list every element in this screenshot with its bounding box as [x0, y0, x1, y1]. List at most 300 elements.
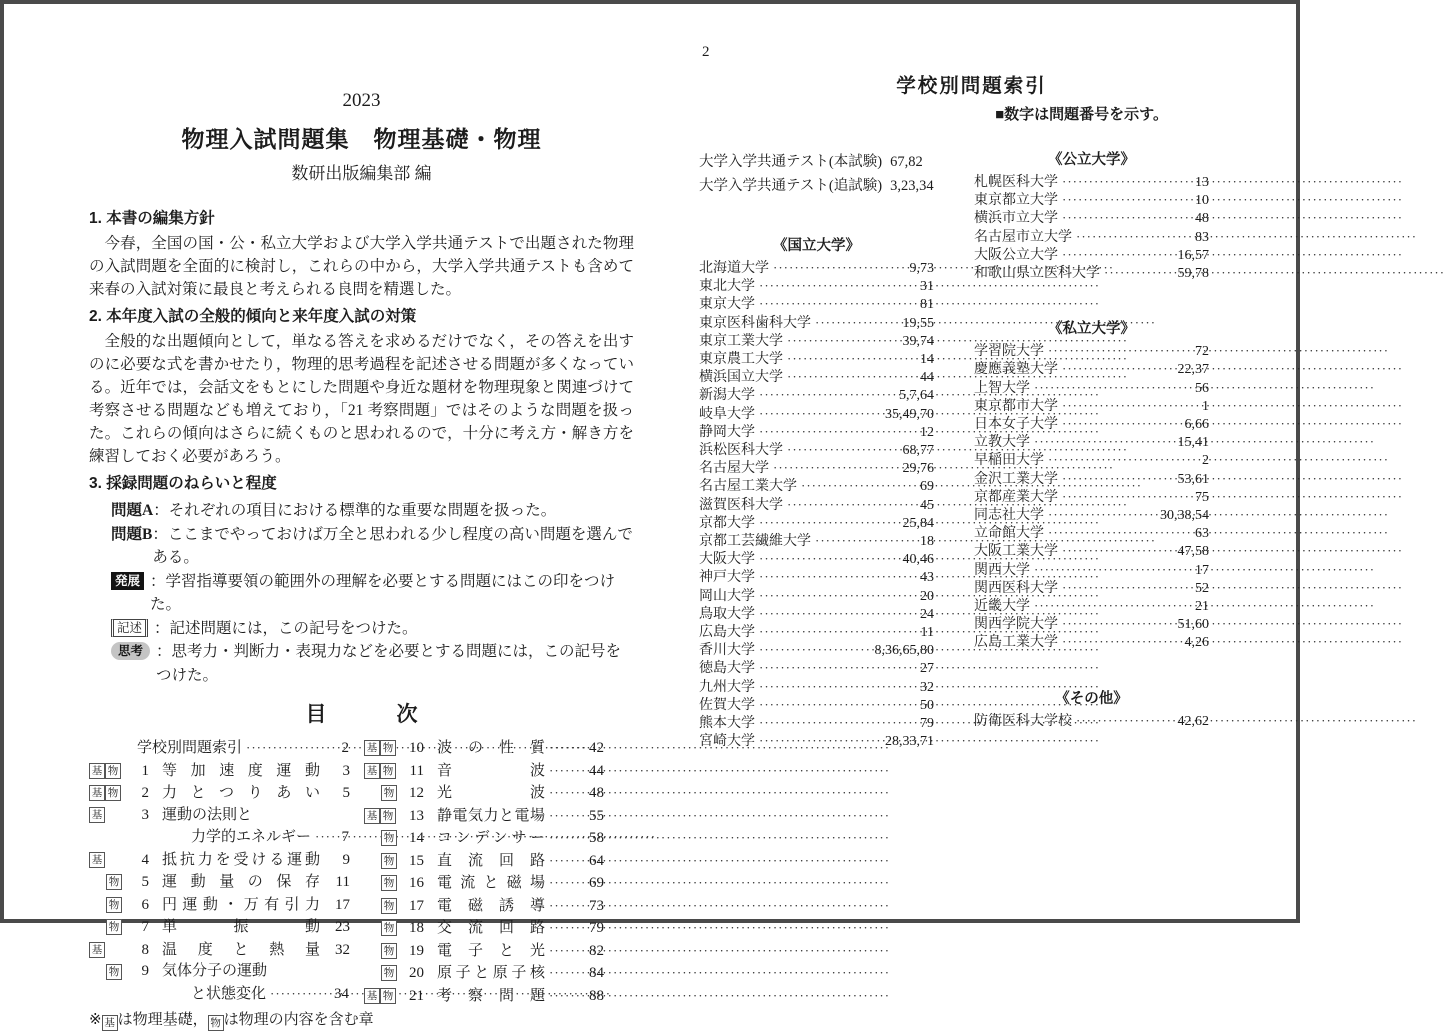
- chapter-page-number: 34: [334, 985, 349, 1002]
- dotted-leader: [549, 760, 578, 783]
- chapter-page-number: 48: [589, 785, 604, 801]
- chapter-page-number: 84: [589, 965, 604, 981]
- physics-basic-badge-slot: 基: [364, 763, 380, 779]
- chapter-number: 15: [409, 852, 424, 869]
- toc-row: [364, 872, 604, 895]
- toc-row: [364, 940, 604, 963]
- toc-row: [89, 916, 349, 939]
- dotted-leader: [759, 295, 916, 313]
- physics-badge-slot: 物: [105, 763, 121, 779]
- school-name: 和歌山県立医科大学: [974, 266, 1100, 282]
- toc-badge-slots: [364, 920, 400, 936]
- dotted-leader: [759, 568, 916, 586]
- dotted-leader: [246, 737, 323, 760]
- school-name: 北海道大学: [699, 261, 769, 276]
- toc-badge-slots: [89, 785, 125, 801]
- school-name: 関西大学: [974, 562, 1030, 578]
- toc-badge-slots: [364, 830, 400, 846]
- toc-row: [364, 805, 604, 828]
- chapter-page-number: 79: [589, 920, 604, 936]
- problem-numbers: 14: [920, 352, 934, 368]
- problem-numbers: 6,66: [1184, 417, 1209, 433]
- problem-numbers: 28,33,71: [885, 734, 934, 750]
- kijutsu-badge: 記述: [111, 619, 148, 637]
- school-name: 東京医科歯科大学: [699, 315, 811, 331]
- problem-numbers: 2: [1202, 453, 1209, 469]
- chapter-title: 波の性質: [437, 740, 545, 756]
- toc-badge-slots: [89, 763, 125, 779]
- chapter-number: 9: [141, 963, 149, 979]
- chapter-page-number: 73: [589, 897, 604, 914]
- dotted-leader: [549, 827, 578, 850]
- school-name: 慶應義塾大学: [974, 362, 1058, 378]
- physics-basic-badge-slot: [364, 943, 381, 959]
- toc-badge-slots: [89, 964, 125, 980]
- school-name: 静岡大学: [699, 424, 755, 440]
- editor-credit: 数研出版編集部 編: [291, 164, 432, 183]
- chapter-title: 抵抗力を受ける運動: [162, 851, 320, 868]
- legend-label: 問題A: [111, 502, 154, 519]
- chapter-title: 気体分子の運動: [162, 963, 268, 979]
- physics-basic-badge-slot: [364, 853, 381, 869]
- chapter-number: 20: [409, 965, 424, 981]
- university-row: [699, 568, 934, 586]
- section-heading-1: 1. 本書の編集方針: [89, 210, 215, 227]
- index-heading: 学校別問題索引: [896, 75, 1047, 97]
- dotted-leader: [773, 459, 899, 477]
- problem-numbers: 52: [1195, 580, 1209, 596]
- problem-numbers: 15,41: [1177, 435, 1209, 451]
- problem-numbers: 35,49,70: [885, 406, 934, 422]
- chapter-page-number: 7: [341, 829, 349, 845]
- dotted-leader: [1034, 433, 1174, 451]
- section-body-1: 今春，全国の国・公・私立大学および大学入学共通テストで出題された物理の入試問題を全面的に検討し，これらの中から，大学入学共通テストも含めて来春の入試対策に最良と考えられる良問を精選した。: [89, 235, 634, 298]
- school-name: 京都大学: [699, 515, 755, 531]
- chapter-number: 13: [409, 807, 424, 824]
- section-body-2: 全般的な出題傾向として，単なる答えを求めるだけでなく，その答えを出すのに必要な式を書かせたり，物理的思考過程を記述させる問題が多くなっている。近年では，会話文をもとにした問題や身近な題材を物理現象と関連づけて考察させる問題なども増えており，「21 考察問題」ではそのような問題を扱った。これらの傾向はさらに続くものと思われるので，十分に考え方・解き方を練習しておく必要があろう。: [89, 333, 634, 465]
- footnote-text-2: は物理の内容を含む章: [223, 1012, 374, 1028]
- chapter-title: 円運動・万有引力: [162, 896, 320, 913]
- chapter-number: 6: [141, 896, 149, 913]
- toc-heading-char-2: 次: [396, 703, 418, 726]
- problem-numbers: 72: [1195, 344, 1209, 360]
- problem-numbers: 47,58: [1177, 544, 1209, 560]
- dotted-leader: [801, 477, 916, 495]
- toc-row: [89, 782, 349, 805]
- problem-numbers: 31: [920, 279, 934, 295]
- dotted-leader: [759, 514, 899, 532]
- footnote-text-1: は物理基礎，: [117, 1012, 208, 1028]
- chapter-title: 電磁誘導: [437, 897, 545, 914]
- dotted-leader: [1062, 470, 1174, 488]
- university-row: [699, 368, 934, 386]
- physics-badge-slot: [105, 807, 122, 823]
- chapter-title: 音波: [437, 762, 545, 779]
- university-row: [974, 360, 1209, 378]
- school-name: 神戸大学: [699, 570, 755, 586]
- dotted-leader: [1048, 506, 1156, 524]
- right-page: [699, 4, 1244, 750]
- toc-row: [364, 895, 604, 918]
- problem-numbers: 18: [920, 534, 934, 550]
- school-name: 同志社大学: [974, 508, 1044, 524]
- physics-badge-slot: 物: [381, 785, 397, 801]
- school-name: 宮崎大学: [699, 734, 755, 750]
- physics-badge-slot: [105, 942, 122, 958]
- chapter-page-number: 64: [589, 852, 604, 869]
- university-row: [699, 459, 934, 477]
- school-name: 早稲田大学: [974, 453, 1044, 469]
- school-name: 横浜国立大学: [699, 370, 783, 386]
- toc-column-left: [89, 737, 349, 1007]
- school-name: 日本女子大学: [974, 417, 1058, 433]
- school-name: 滋賀医科大学: [699, 497, 783, 513]
- toc-row: [89, 826, 349, 849]
- dotted-leader: [1076, 712, 1174, 730]
- chapter-page-number: 2: [341, 740, 349, 756]
- university-row: [699, 587, 934, 605]
- school-name: 徳島大学: [699, 661, 755, 677]
- physics-basic-badge-slot: 基: [89, 763, 105, 779]
- problem-numbers: 63: [1195, 526, 1209, 542]
- physics-basic-badge-slot: 基: [89, 785, 105, 801]
- physics-badge-slot: 物: [381, 875, 397, 891]
- legend-text: ：学習指導要領の範囲外の理解を必要とする問題にはこの印をつけた。: [150, 572, 616, 613]
- toc-row: [364, 737, 604, 760]
- chapter-number: 14: [409, 830, 424, 846]
- toc-row: [364, 985, 604, 1008]
- dotted-leader: [787, 332, 899, 350]
- physics-badge-slot: 物: [380, 740, 396, 756]
- school-name: 上智大学: [974, 380, 1030, 396]
- section-heading-2: 2. 本年度入試の全般的傾向と来年度入試の対策: [89, 308, 417, 325]
- school-name: 岡山大学: [699, 588, 755, 604]
- university-row: [974, 470, 1209, 488]
- chapter-page-number: 32: [335, 941, 350, 958]
- problem-numbers: 40,46: [902, 552, 934, 568]
- dotted-leader: [759, 732, 881, 750]
- section-heading-3: 3. 採録問題のねらいと程度: [89, 475, 277, 492]
- dotted-leader: [759, 605, 916, 623]
- dotted-leader: [1048, 342, 1191, 360]
- problem-numbers: 50: [920, 697, 934, 713]
- physics-badge-slot: 物: [381, 853, 397, 869]
- dotted-leader: [1034, 561, 1191, 579]
- university-group-heading: 《私立大学》: [1048, 321, 1135, 338]
- toc-badge-slots: [364, 965, 400, 981]
- dotted-leader: [549, 805, 578, 828]
- school-name: 学習院大学: [974, 344, 1044, 360]
- toc-continuation-title: と状態変化: [191, 985, 267, 1002]
- toc-row: [89, 894, 349, 917]
- toc-column-right: [364, 737, 604, 1007]
- physics-basic-badge-slot: [89, 919, 106, 935]
- school-name: 京都産業大学: [974, 489, 1058, 505]
- university-row: [699, 386, 934, 404]
- legend-text: ：ここまでやっておけば万全と思われる少し程度の高い問題を選んである。: [152, 525, 633, 566]
- school-name: 関西医科大学: [974, 580, 1058, 596]
- university-row: [974, 397, 1209, 415]
- chapter-number: 17: [409, 897, 424, 914]
- dotted-leader: [759, 386, 895, 404]
- school-name: 大阪公立大学: [974, 247, 1058, 263]
- university-row: [974, 379, 1209, 397]
- chapter-page-number: 55: [589, 807, 604, 824]
- dotted-leader: [1062, 579, 1191, 597]
- university-row: [974, 415, 1209, 433]
- chapter-title: 電子と光: [437, 942, 545, 959]
- school-name: 大学入学共通テスト(追試験): [699, 178, 883, 194]
- university-row: [974, 191, 1209, 209]
- physics-badge-slot: 物: [105, 785, 121, 801]
- university-row: [974, 264, 1209, 282]
- problem-numbers: 3,23,34: [890, 178, 934, 194]
- toc-index-title: 学校別問題索引: [137, 740, 243, 756]
- physics-basic-badge-slot: 基: [89, 807, 105, 823]
- legend-row: [89, 570, 634, 617]
- toc-badge-slots: [89, 807, 125, 823]
- toc-badge-slots: [89, 852, 125, 868]
- university-row: [974, 561, 1209, 579]
- toc-badge-slots: [89, 942, 125, 958]
- physics-badge-slot: 物: [106, 874, 122, 890]
- chapter-number: 19: [409, 942, 424, 959]
- toc-row: [364, 850, 604, 873]
- physics-badge-slot: 物: [106, 919, 122, 935]
- university-row: [974, 633, 1209, 651]
- toc-heading-char-1: 目: [305, 703, 327, 726]
- toc-row: [89, 805, 349, 827]
- chapter-page-number: 23: [335, 919, 350, 935]
- chapter-page-number: 17: [335, 896, 350, 913]
- school-name: 東北大学: [699, 279, 755, 295]
- problem-numbers: 19,55: [902, 315, 934, 331]
- problem-numbers: 9,73: [909, 261, 934, 276]
- chapter-title: 運動量の保存: [162, 874, 320, 890]
- problem-numbers: 79: [920, 716, 934, 732]
- toc-row: [89, 871, 349, 894]
- dotted-leader: [759, 405, 881, 423]
- toc-badge-slots: [364, 988, 400, 1004]
- dotted-leader: [759, 678, 916, 696]
- physics-badge-slot: 物: [381, 898, 397, 914]
- problem-numbers: 11: [920, 625, 934, 641]
- toc-row: [364, 760, 604, 783]
- university-row: [699, 477, 934, 495]
- chapter-page-number: 3: [342, 762, 350, 779]
- chapter-title: 電流と磁場: [437, 875, 545, 891]
- physics-basic-badge-slot: [364, 920, 381, 936]
- chapter-page-number: 9: [342, 851, 350, 868]
- toc-footnote: [89, 1010, 634, 1031]
- chapter-title: 力とつりあい: [162, 785, 320, 801]
- school-name: 九州大学: [699, 679, 755, 695]
- problem-numbers: 53,61: [1177, 471, 1209, 487]
- problem-numbers: 20: [920, 588, 934, 604]
- chapter-number: 11: [409, 762, 424, 779]
- problem-numbers: 4,26: [1184, 635, 1209, 651]
- physics-basic-badge-slot: 基: [89, 852, 105, 868]
- toc-badge-slots: [364, 875, 400, 891]
- legend-list: [89, 499, 634, 687]
- school-name: 大阪大学: [699, 552, 755, 568]
- dotted-leader: [549, 917, 578, 940]
- dotted-leader: [1048, 451, 1198, 469]
- school-name: 関西学院大学: [974, 617, 1058, 633]
- chapter-page-number: 11: [335, 874, 350, 890]
- chapter-title: コンデンサー: [437, 830, 545, 846]
- problem-numbers: 51,60: [1177, 617, 1209, 633]
- school-name: 横浜市立大学: [974, 211, 1058, 227]
- physics-basic-badge: 基: [102, 1015, 118, 1031]
- physics-basic-badge-slot: [89, 964, 106, 980]
- problem-numbers: 56: [1195, 380, 1209, 396]
- chapter-page-number: 82: [589, 942, 604, 959]
- university-row: [699, 659, 934, 677]
- book-title: 物理入試問題集 物理基礎・物理: [181, 126, 542, 152]
- physics-basic-badge-slot: [364, 965, 381, 981]
- school-name: 東京都市大学: [974, 398, 1058, 414]
- school-name: 香川大学: [699, 643, 755, 659]
- dotted-leader: [773, 259, 906, 277]
- left-page: [89, 4, 634, 1031]
- school-name: 防衛医科大学校: [974, 713, 1072, 729]
- dotted-leader: [759, 641, 871, 659]
- university-row: [699, 405, 934, 423]
- school-name: 熊本大学: [699, 716, 755, 732]
- chapter-number: 4: [141, 851, 149, 868]
- problem-numbers: 75: [1195, 489, 1209, 505]
- dotted-leader: [759, 550, 899, 568]
- school-name: 大阪工業大学: [974, 544, 1058, 560]
- school-name: 広島工業大学: [974, 635, 1058, 651]
- dotted-leader: [1076, 228, 1191, 246]
- physics-badge-slot: 物: [381, 965, 397, 981]
- university-row: [699, 514, 934, 532]
- problem-numbers: 5,7,64: [899, 388, 934, 404]
- physics-basic-badge-slot: [364, 785, 381, 801]
- school-name: 広島大学: [699, 625, 755, 641]
- university-row: [974, 209, 1209, 227]
- school-name: 東京工業大学: [699, 333, 783, 349]
- university-group-heading: 《公立大学》: [1048, 152, 1135, 168]
- school-name: 名古屋工業大学: [699, 479, 797, 495]
- legend-label: 問題B: [111, 525, 153, 543]
- problem-numbers: 32: [920, 679, 934, 695]
- problem-numbers: 59,78: [1177, 266, 1209, 282]
- problem-numbers: 48: [1195, 211, 1209, 227]
- problem-numbers: 69: [920, 479, 934, 495]
- school-name: 金沢工業大学: [974, 471, 1058, 487]
- university-row: [974, 173, 1209, 191]
- university-group-heading: 《その他》: [1055, 690, 1128, 707]
- school-name: 京都工芸繊維大学: [699, 534, 811, 550]
- dotted-leader: [1062, 360, 1174, 378]
- university-row: [699, 732, 934, 750]
- chapter-page-number: 42: [589, 740, 604, 756]
- problem-numbers: 39,74: [902, 333, 934, 349]
- dotted-leader: [1034, 379, 1191, 397]
- index-column-right: [974, 150, 1209, 750]
- common-test-row: [699, 150, 923, 174]
- problem-numbers: 10: [1195, 193, 1209, 209]
- university-row: [974, 433, 1209, 451]
- chapter-number: 3: [141, 806, 149, 823]
- physics-basic-badge-slot: [89, 874, 106, 890]
- dotted-leader: [759, 714, 916, 732]
- dotted-leader: [1062, 173, 1191, 191]
- dotted-leader: [1048, 524, 1191, 542]
- university-row: [699, 496, 934, 514]
- university-row: [699, 623, 934, 641]
- physics-basic-badge-slot: 基: [364, 808, 380, 824]
- school-name: 近畿大学: [974, 599, 1030, 615]
- university-row: [699, 696, 934, 714]
- index-column-left: [699, 150, 934, 750]
- chapter-number: 12: [409, 785, 424, 801]
- school-name: 東京都立大学: [974, 193, 1058, 209]
- legend-row: [89, 617, 634, 641]
- school-name: 立命館大学: [974, 526, 1044, 542]
- dotted-leader: [1062, 633, 1181, 651]
- physics-basic-badge-slot: [364, 875, 381, 891]
- problem-numbers: 25,84: [902, 515, 934, 531]
- university-group: [974, 319, 1209, 651]
- university-row: [699, 550, 934, 568]
- chapter-page-number: 5: [342, 785, 350, 801]
- toc-badge-slots: [89, 919, 125, 935]
- university-group: [699, 236, 934, 750]
- problem-numbers: 68,77: [902, 443, 934, 459]
- chapter-title: 運動の法則と: [162, 806, 253, 823]
- university-row: [974, 342, 1209, 360]
- university-row: [974, 488, 1209, 506]
- dotted-leader: [1062, 397, 1198, 415]
- problem-numbers: 17: [1195, 562, 1209, 578]
- legend-text: ：それぞれの項目における標準的な重要な問題を扱った。: [153, 502, 557, 519]
- university-group: [974, 150, 1209, 282]
- legend-row: [89, 523, 634, 570]
- school-name: 東京大学: [699, 297, 755, 313]
- dotted-leader: [759, 696, 916, 714]
- dotted-leader: [549, 782, 578, 805]
- chapter-title: 単振動: [162, 919, 320, 935]
- physics-basic-badge-slot: [89, 897, 106, 913]
- toc-row: [89, 961, 349, 983]
- toc-row: [89, 737, 349, 760]
- school-name: 札幌医科大学: [974, 175, 1058, 190]
- school-name: 新潟大学: [699, 388, 755, 404]
- school-name: 岐阜大学: [699, 406, 755, 422]
- problem-numbers: 22,37: [1177, 362, 1209, 378]
- university-row: [699, 423, 934, 441]
- dotted-leader: [1062, 415, 1181, 433]
- physics-badge-slot: 物: [381, 920, 397, 936]
- dotted-leader: [787, 368, 916, 386]
- dotted-leader: [759, 277, 916, 295]
- dotted-leader: [815, 532, 916, 550]
- school-name: 名古屋大学: [699, 461, 769, 477]
- chapter-title: 交流回路: [437, 920, 545, 936]
- university-row: [699, 332, 934, 350]
- chapter-number: 7: [141, 919, 149, 935]
- university-row: [699, 259, 934, 277]
- toc-badge-slots: [364, 763, 400, 779]
- legend-text: ：思考力・判断力・表現力などを必要とする問題には，この記号をつけた。: [156, 643, 622, 684]
- physics-basic-badge-slot: [364, 898, 381, 914]
- university-row: [699, 350, 934, 368]
- physics-badge-slot: 物: [380, 763, 396, 779]
